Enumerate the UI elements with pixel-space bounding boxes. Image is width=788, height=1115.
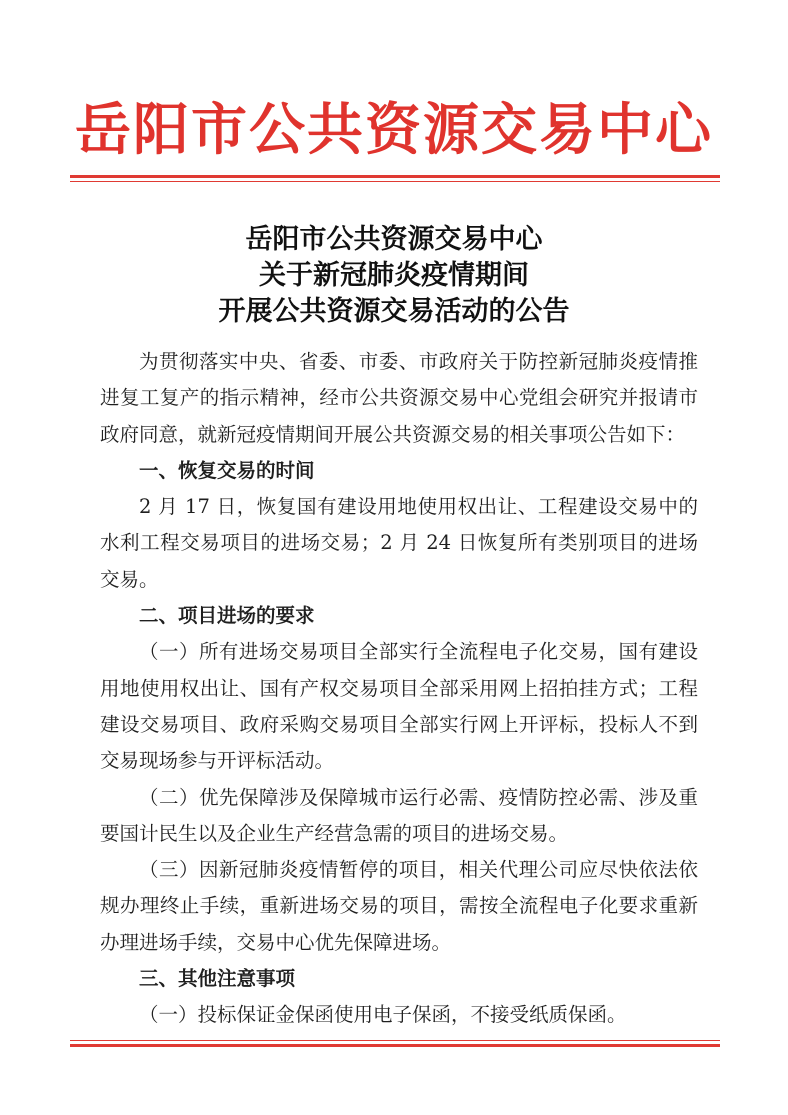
section-1-paragraph: 2 月 17 日，恢复国有建设用地使用权出让、工程建设交易中的水利工程交易项目的进场交易；2 月 24 日恢复所有类别项目的进场交易。 xyxy=(100,495,698,591)
masthead-org-name: 岳阳市公共资源交易中心 xyxy=(75,97,713,163)
section-3-item-1: （一）投标保证金保函使用电子保函，不接受纸质保函。 xyxy=(139,1003,627,1027)
masthead-divider-thick xyxy=(70,175,720,178)
intro-paragraph: 为贯彻落实中央、省委、市委、市政府关于防控新冠肺炎疫情推进复工复产的指示精神，经市公共资源交易中心党组会研究并报请市政府同意，就新冠疫情期间开展公共资源交易的相关事项公告如下： xyxy=(100,350,698,446)
document-title xyxy=(60,222,728,330)
footer-divider-thin xyxy=(70,1040,720,1041)
title-line-3: 开展公共资源交易活动的公告 xyxy=(218,296,570,327)
document-body xyxy=(100,344,698,1034)
masthead-divider-thin xyxy=(70,181,720,182)
section-1-heading: 一、恢复交易的时间 xyxy=(139,458,315,482)
footer-divider-thick xyxy=(70,1044,720,1047)
section-2-item-2: （二）优先保障涉及保障城市运行必需、疫情防控必需、涉及重要国计民生以及企业生产经营急需的项目的进场交易。 xyxy=(100,785,698,845)
section-2-item-1: （一）所有进场交易项目全部实行全流程电子化交易，国有建设用地使用权出让、国有产权交易项目全部采用网上招拍挂方式；工程建设交易项目、政府采购交易项目全部实行网上开评标，投标人不到交易现场参与开评标活动。 xyxy=(100,640,698,773)
section-3-heading: 三、其他注意事项 xyxy=(139,967,296,991)
section-2-item-3: （三）因新冠肺炎疫情暂停的项目，相关代理公司应尽快依法依规办理终止手续，重新进场交易的项目，需按全流程电子化要求重新办理进场手续，交易中心优先保障进场。 xyxy=(100,858,698,954)
title-line-2: 关于新冠肺炎疫情期间 xyxy=(259,260,529,291)
section-2-heading: 二、项目进场的要求 xyxy=(139,604,315,628)
title-line-1: 岳阳市公共资源交易中心 xyxy=(245,224,543,255)
